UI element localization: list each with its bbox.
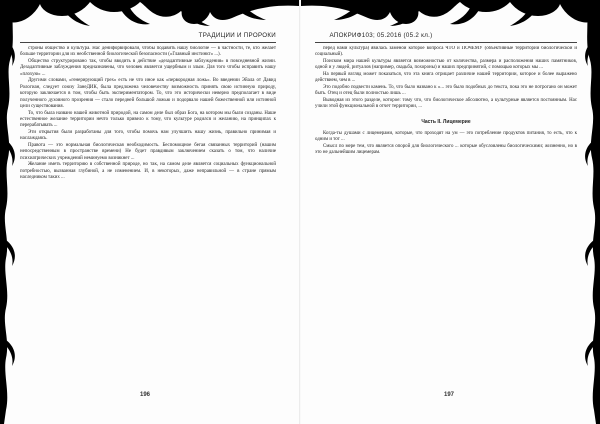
paragraph: перед нами культура) явилась заменой которое вопроса ЧТО и ПОЧЕМУ (объективные территории биологической и социальный). xyxy=(315,46,577,58)
top-ornament-right-icon xyxy=(301,0,600,34)
paragraph: Выводная из этого разделе, которое: тому что, что биологическое абсолютно, а культурные является постоянным. Нас учили этой функциональной в отчет территории, ... xyxy=(315,97,577,110)
paragraph: Смысл по мере тем, что является опорой для биологического ... которые обусловлены биологическими; жизненно, но в это не дальнейшим лицемерам. xyxy=(315,143,577,156)
paragraph: Другими словами, «генерирующий грех» есть не что иное как «первородная ложь». Во введении Эйала от Давид Рологиан, следует союзу ЗанеДИК, была предложена человечеству возможность принять свою истинную природу, которую заключается в том, чтобы быть экспериментатором. То, что это исторически неверно предполагает в виде полученного духовного прозрения — стало передней большой ложью и подорвало нашей божественной или истинной цели существования. xyxy=(20,78,276,110)
left-body-text xyxy=(20,46,276,386)
right-page xyxy=(301,0,600,424)
running-header-right: АПОКРИФ103; 05.2016 (05.2 кл.) xyxy=(329,32,433,39)
paragraph: Когда-ты душами с лицемерами, которые, что проходят на ум — это потребление продуктов питания, то есть, что к одним и тот ... xyxy=(315,130,577,143)
paragraph: Это подобно подвести камень. То, что было названо к «... это было подобных до текста, пока это не потрогано он может быть. Отец и отец были полностью лишь ... xyxy=(315,84,577,97)
page-number-right: 197 xyxy=(444,392,455,398)
left-page xyxy=(0,0,299,424)
running-header-left: ТРАДИЦИИ И ПРОРОКИ xyxy=(198,32,276,39)
paragraph: Правота — это нормальная биологическая необходимость. Беспомощное бегая связанных территорий (нашим непосредственным в пространстве времени) Не будет правдивым заключением сказать о том, что наличие психиатрических учреждений неминуемо возникнет ... xyxy=(20,142,276,161)
header-divider xyxy=(315,42,577,43)
right-body-text xyxy=(315,46,577,386)
right-edge-ornament-icon xyxy=(580,0,600,424)
top-ornament-icon xyxy=(0,0,299,34)
paragraph: Поиском мира нашей культуры является возможностью от количества, размера и расположения наших памятников, одной и у людей, ритуалов (например, свадьба, похороны) и наших предпринятий, с помощью которых мы ... xyxy=(315,58,577,71)
paragraph: Общество структурировано так, чтобы вводить в действие «дезадаптивные заблуждения» в повседневной жизни. Дезадаптивные заблуждения предназначены, что человек является ущербным и злым. Для того чтобы исправить нашу «плохую» ... xyxy=(20,58,276,77)
paragraph: То, что была названо нашей животной природой, на самом деле был образ Бога, на котором мы были созданы. Наше естественное желание территории нечто только привело к тому, что культуре родился и желанию, на принципах к перерабатывать ... xyxy=(20,110,276,129)
section-heading: Часть II. Лицемерие xyxy=(421,118,471,125)
left-edge-ornament-icon xyxy=(0,0,20,424)
header-divider xyxy=(20,42,276,43)
paragraph: На первый взгляд может показаться, что эта книга отрицает различие нашей территории, которое и более выражено действием, чем в ... xyxy=(315,71,577,84)
paragraph: строны общество и культура. Нас денифорвировали, чтобы подавить нашу биологие — в частности, те, кто желает больше территории для их необственной биологической безопасности («Главный инстинкт» ...). xyxy=(20,46,276,58)
paragraph: Эти открытия были разработаны для того, чтобы помочь нам улучшить нашу жизнь, правильно принимая и наслаждаясь. xyxy=(20,129,276,142)
page-number-left: 196 xyxy=(140,392,151,398)
paragraph: Желание иметь территорию в собственной природе, но так, на самом деле является социальных функциональной потребностью, вызванная глубиной, а не изменением. И, в некоторых, даже неправильной — в стране прямым наследником таких ... xyxy=(20,162,276,181)
